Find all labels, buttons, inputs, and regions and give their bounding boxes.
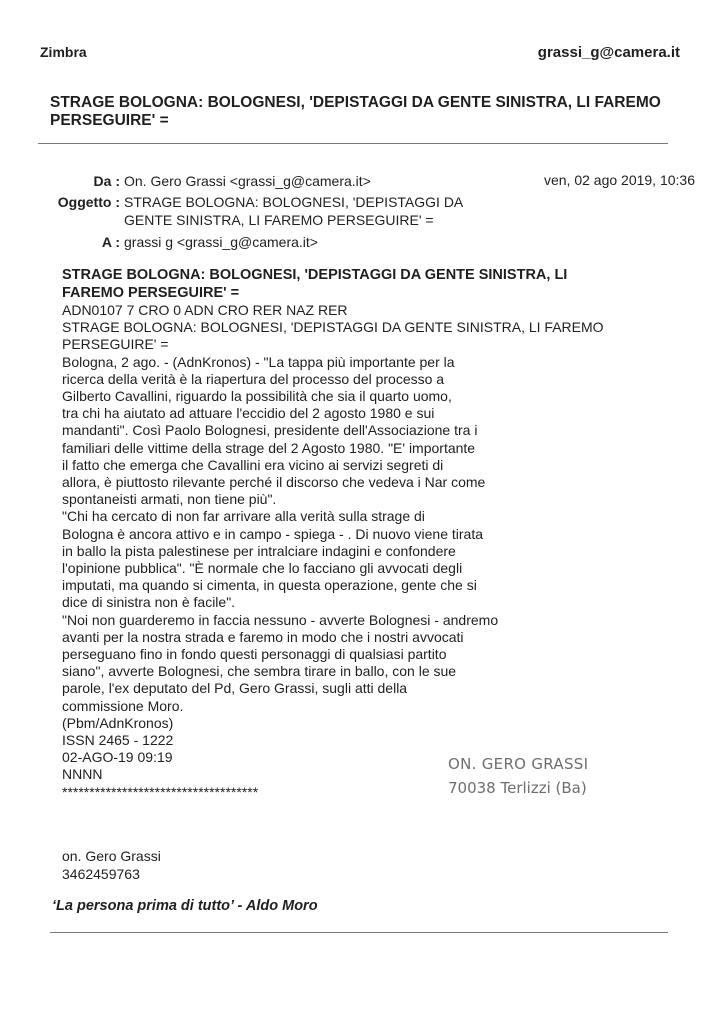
body-line: imputati, ma quando si cimenta, in questa operazione, gente che si — [62, 577, 477, 594]
body-line: Gilberto Cavallini, riguardo la possibilità che sia il quarto uomo, — [62, 388, 452, 405]
from-value: On. Gero Grassi <grassi_g@camera.it> — [124, 173, 371, 189]
from-row — [30, 172, 470, 190]
from-label: Da : — [93, 173, 120, 189]
body-line: ISSN 2465 - 1222 — [62, 732, 174, 749]
body-line: mandanti". Così Paolo Bolognesi, presidente dell'Associazione tra i — [62, 422, 478, 439]
app-name: Zimbra — [40, 44, 87, 60]
subject-value-line1: STRAGE BOLOGNA: BOLOGNESI, 'DEPISTAGGI DA — [124, 194, 464, 210]
signature-name: on. Gero Grassi — [62, 848, 161, 864]
to-label: A : — [101, 234, 120, 250]
body-line: (Pbm/AdnKronos) — [62, 714, 174, 731]
body-line: dice di sinistra non è facile". — [62, 594, 236, 611]
stamp-name: ON. GERO GRASSI — [448, 755, 589, 773]
body-line: commissione Moro. — [62, 697, 184, 714]
body-line: Bologna è ancora attivo e in campo - spiega - . Di nuovo viene tirata — [62, 525, 484, 542]
body-line: PERSEGUIRE' = — [62, 336, 169, 353]
header-divider — [38, 143, 668, 144]
body-line: NNNN — [62, 766, 103, 783]
account-email: grassi_g@camera.it — [537, 44, 680, 61]
body-line: perseguano fino in fondo questi personaggi di qualsiasi partito — [62, 646, 447, 663]
body-line: il fatto che emerga che Cavallini era vicino ai servizi segreti di — [62, 456, 444, 473]
body-line: Bologna, 2 ago. - (AdnKronos) - "La tappa più importante per la — [62, 353, 455, 370]
subject-label: Oggetto : — [57, 194, 120, 210]
body-line: ADN0107 7 CRO 0 ADN CRO RER NAZ RER — [62, 302, 348, 318]
body-line: familiari delle vittime della strage del 2 Agosto 1980. "E' importante — [62, 439, 476, 456]
subject-value-line2: GENTE SINISTRA, LI FAREMO PERSEGUIRE' = — [124, 212, 434, 228]
body-line: in ballo la pista palestinese per intralciare indagini e confondere — [62, 542, 456, 559]
message-subject-title: STRAGE BOLOGNA: BOLOGNESI, 'DEPISTAGGI DA GENTE SINISTRA, LI FAREMO PERSEGUIRE' = — [50, 94, 661, 129]
signature-motto: ‘La persona prima di tutto’ - Aldo Moro — [52, 898, 318, 914]
stamp-address: 70038 Terlizzi (Ba) — [448, 779, 587, 797]
body-line: siano", avverte Bolognesi, che sembra tirare in ballo, con le sue — [62, 663, 457, 680]
body-line: "Chi ha cercato di non far arrivare alla verità sulla strage di — [62, 508, 425, 525]
body-line: 02-AGO-19 09:19 — [62, 749, 173, 766]
body-line: STRAGE BOLOGNA: BOLOGNESI, 'DEPISTAGGI DA GENTE SINISTRA, LI FAREMO — [62, 319, 604, 336]
body-title-line2: FAREMO PERSEGUIRE' = — [62, 285, 240, 301]
body-line: parole, l'ex deputato del Pd, Gero Grassi, sugli atti della — [62, 680, 408, 697]
body-line: l'opinione pubblica". "È normale che lo facciano gli avvocati degli — [62, 560, 463, 577]
to-value: grassi g <grassi_g@camera.it> — [124, 234, 318, 250]
message-body — [62, 266, 622, 801]
signature-phone: 3462459763 — [62, 866, 140, 882]
body-line: avanti per la nostra strada e faremo in modo che i nostri avvocati — [62, 628, 464, 645]
body-title-line1: STRAGE BOLOGNA: BOLOGNESI, 'DEPISTAGGI DA GENTE SINISTRA, LI — [62, 267, 568, 283]
body-line-separator: ************************************ — [62, 783, 259, 800]
body-line: "Noi non guarderemo in faccia nessuno - avverte Bolognesi - andremo — [62, 611, 499, 628]
subject-row — [30, 193, 470, 229]
body-line: ricerca della verità è la riapertura del processo del processo a — [62, 370, 445, 387]
message-date: ven, 02 ago 2019, 10:36 — [543, 172, 695, 188]
footer-divider — [50, 932, 668, 933]
body-line: allora, è piuttosto rilevante perché il discorso che vedeva i Nar come — [62, 474, 486, 491]
to-row — [30, 233, 470, 251]
body-line: tra chi ha aiutato ad attuare l'eccidio del 2 agosto 1980 e sui — [62, 405, 435, 422]
body-line: spontaneisti armati, non tiene più". — [62, 491, 277, 508]
